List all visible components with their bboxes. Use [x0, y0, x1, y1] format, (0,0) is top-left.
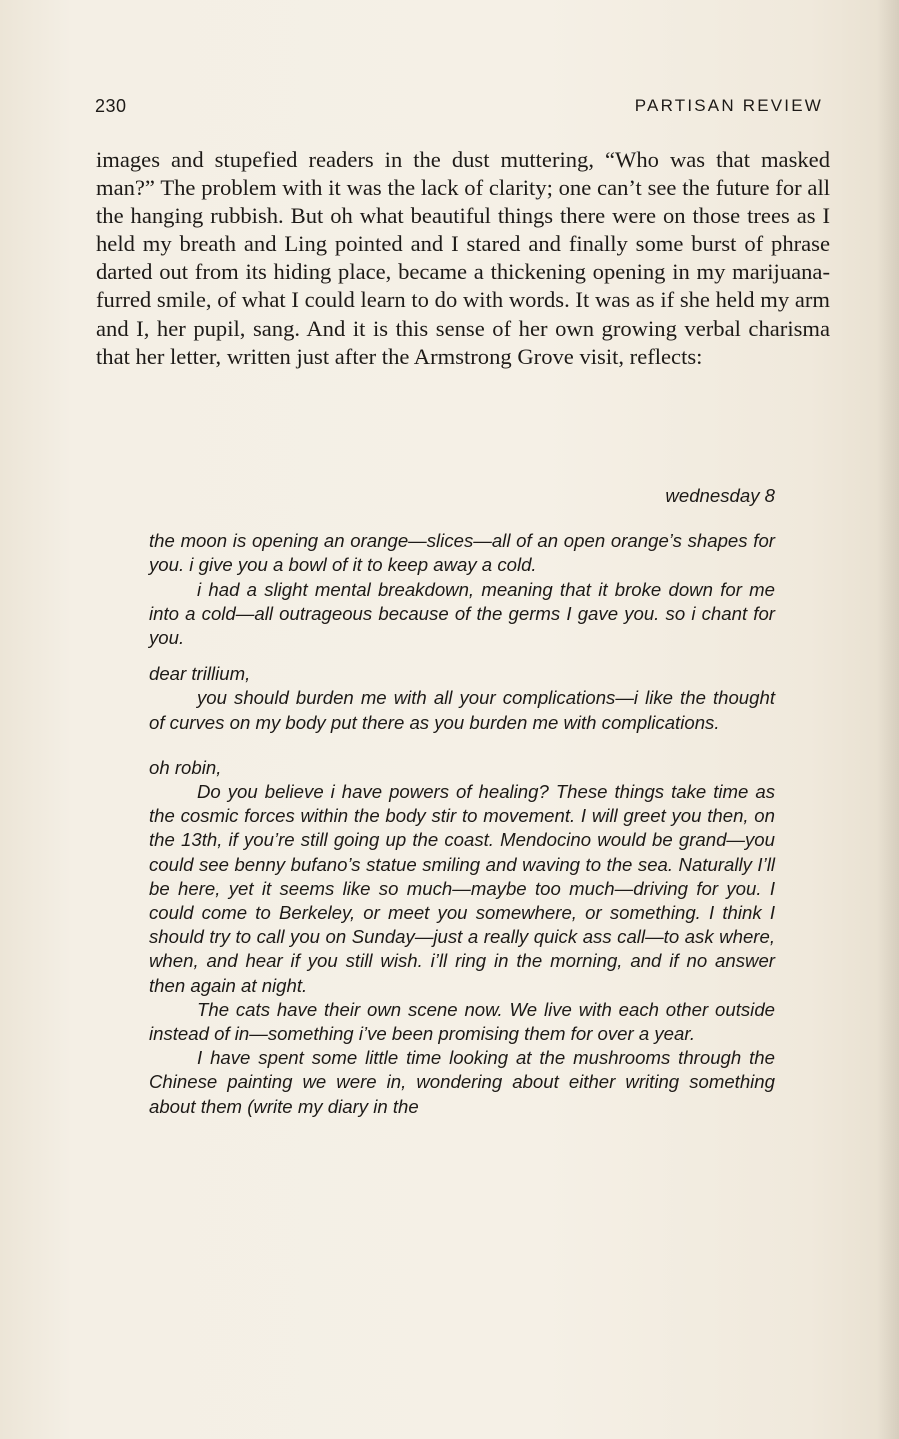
letter-salutation: dear trillium, — [149, 663, 251, 685]
body-paragraph: images and stupefied readers in the dust muttering, “Who was that masked man?” The problem with it was the lack of clarity; one can’t see the future for all the hanging rubbish. But oh what beautiful things there were on those trees as I held my breath and Ling pointed and I stared and finally some burst of phrase darted out from its hiding place, became a thickening opening in my marijuana-furred smile, of what I could learn to do with words. It was as if she held my arm and I, her pupil, sang. And it is this sense of her own growing verbal charisma that her letter, written just after the Armstrong Grove visit, reflects: — [96, 147, 830, 369]
page-header — [95, 96, 823, 124]
letter-paragraph: The cats have their own scene now. We live with each other outside instead of in—something i’ve been promising them for over a year. — [149, 998, 775, 1045]
spacer — [149, 650, 775, 662]
letter-salutation: oh robin, — [149, 756, 222, 778]
page-number: 230 — [95, 96, 127, 116]
letter-paragraph: I have spent some little time looking at the mushrooms through the Chinese painting we were in, wondering about either writing something about them (write my diary in the — [149, 1047, 775, 1117]
spacer — [149, 735, 775, 756]
quoted-letter — [149, 484, 775, 1119]
letter-paragraph: the moon is opening an orange—slices—all of an open orange’s shapes for you. i give you a bowl of it to keep away a cold. — [149, 530, 775, 576]
letter-paragraph: i had a slight mental breakdown, meaning that it broke down for me into a cold—all outrageous because of the germs I gave you. so i chant for you. — [149, 578, 775, 649]
running-head: PARTISAN REVIEW — [634, 96, 823, 115]
page-edge-shadow — [877, 0, 899, 1439]
letter-dateline: wednesday 8 — [665, 485, 775, 506]
letter-paragraph: Do you believe i have powers of healing? These things take time as the cosmic forces within the body stir to movement. I will greet you then, on the 13th, if you’re still going up the coast. Mendocino would be grand—you could see benny bufano’s statue smiling and waving to the sea. Naturally I’ll be here, yet it seems like so much—maybe too much—driving for you. I could come to Berkeley, or meet you somewhere, or something. I think I should try to call you on Sunday—just a really quick ass call—to ask where, when, and hear if you still wish. i’ll ring in the morning, and if no answer then again at night. — [149, 781, 775, 996]
letter-paragraph: you should burden me with all your complications—i like the thought of curves on my body put there as you burden me with complications. — [149, 687, 775, 733]
